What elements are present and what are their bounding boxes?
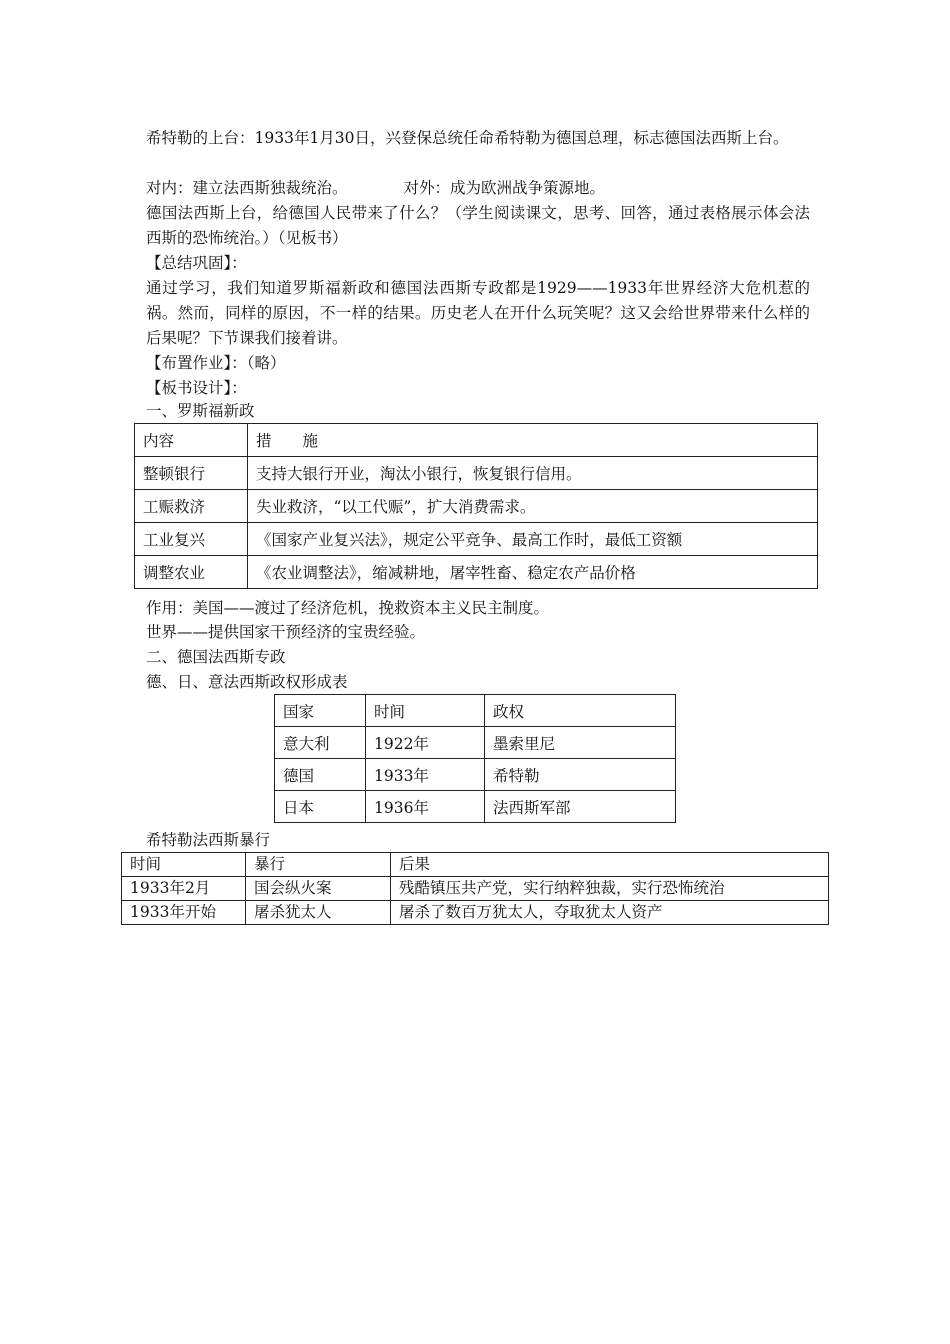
table-cell: 希特勒: [485, 759, 676, 791]
hitler-atrocities-table: [121, 852, 829, 925]
board-design-heading: 【板书设计】：: [146, 379, 247, 397]
effect-world-line: 世界——提供国家干预经济的宝贵经验。: [146, 623, 426, 641]
new-deal-table: [134, 423, 818, 589]
table-row: [275, 759, 676, 791]
table-cell: 屠杀犹太人: [246, 901, 391, 925]
fascist-regimes-table: [274, 694, 676, 823]
table-row: [135, 457, 818, 490]
question-paragraph: 德国法西斯上台，给德国人民带来了什么？（学生阅读课文，思考、回答，通过表格展示体会法西斯的恐怖统治。）（见板书）: [146, 204, 810, 247]
header-cell: 措 施: [248, 424, 818, 457]
homework-line: 【布置作业】：（略）: [146, 354, 286, 372]
table-cell: 支持大银行开业，淘汰小银行，恢复银行信用。: [248, 457, 818, 490]
table-3-caption: 希特勒法西斯暴行: [146, 831, 271, 849]
table-cell: 法西斯军部: [485, 791, 676, 823]
summary-paragraph: 通过学习，我们知道罗斯福新政和德国法西斯专政都是1929——1933年世界经济大危机惹的祸。然而，同样的原因，不一样的结果。历史老人在开什么玩笑呢？这又会给世界带来什么样的后果呢？下节课我们接着讲。: [146, 279, 810, 347]
table-row: [122, 877, 829, 901]
effect-us-line: 作用：美国——渡过了经济危机，挽救资本主义民主制度。: [146, 599, 550, 617]
table-row: [122, 901, 829, 925]
header-cell: 时间: [366, 695, 485, 727]
table-cell: 1933年2月: [122, 877, 246, 901]
header-cell: 政权: [485, 695, 676, 727]
table-row: [135, 523, 818, 556]
domestic-policy: 对内：建立法西斯独裁统治。: [146, 179, 348, 197]
table-header-row: [135, 424, 818, 457]
table-cell: 意大利: [275, 727, 366, 759]
domestic-foreign-line: [146, 176, 810, 201]
header-cell: 国家: [275, 695, 366, 727]
foreign-policy: 对外：成为欧洲战争策源地。: [403, 179, 606, 197]
table-row: [275, 791, 676, 823]
header-cell: 时间: [122, 853, 246, 877]
table-header-row: [275, 695, 676, 727]
table-cell: 残酷镇压共产党，实行纳粹独裁，实行恐怖统治: [391, 877, 829, 901]
hitler-rise-paragraph: 希特勒的上台：1933年1月30日，兴登保总统任命希特勒为德国总理，标志德国法西斯上台。: [146, 129, 789, 147]
table-cell: 工赈救济: [135, 490, 248, 523]
table-cell: 《农业调整法》，缩减耕地，屠宰牲畜、稳定农产品价格: [248, 556, 818, 589]
header-cell: 内容: [135, 424, 248, 457]
table-cell: 工业复兴: [135, 523, 248, 556]
table-cell: 1933年: [366, 759, 485, 791]
section-2-title: 二、德国法西斯专政: [146, 648, 286, 666]
header-cell: 后果: [391, 853, 829, 877]
table-cell: 调整农业: [135, 556, 248, 589]
table-cell: 1933年开始: [122, 901, 246, 925]
table-row: [135, 490, 818, 523]
table-cell: 国会纵火案: [246, 877, 391, 901]
table-cell: 日本: [275, 791, 366, 823]
table-cell: 失业救济，“以工代赈”，扩大消费需求。: [248, 490, 818, 523]
summary-heading: 【总结巩固】：: [146, 254, 247, 272]
table-row: [135, 556, 818, 589]
table-cell: 整顿银行: [135, 457, 248, 490]
header-cell: 暴行: [246, 853, 391, 877]
table-2-caption: 德、日、意法西斯政权形成表: [146, 673, 348, 691]
table-cell: 屠杀了数百万犹太人，夺取犹太人资产: [391, 901, 829, 925]
table-cell: 德国: [275, 759, 366, 791]
table-row: [275, 727, 676, 759]
table-cell: 墨索里尼: [485, 727, 676, 759]
table-header-row: [122, 853, 829, 877]
table-cell: 1922年: [366, 727, 485, 759]
table-cell: 《国家产业复兴法》，规定公平竞争、最高工作时，最低工资额: [248, 523, 818, 556]
section-1-title: 一、罗斯福新政: [146, 402, 255, 420]
table-cell: 1936年: [366, 791, 485, 823]
